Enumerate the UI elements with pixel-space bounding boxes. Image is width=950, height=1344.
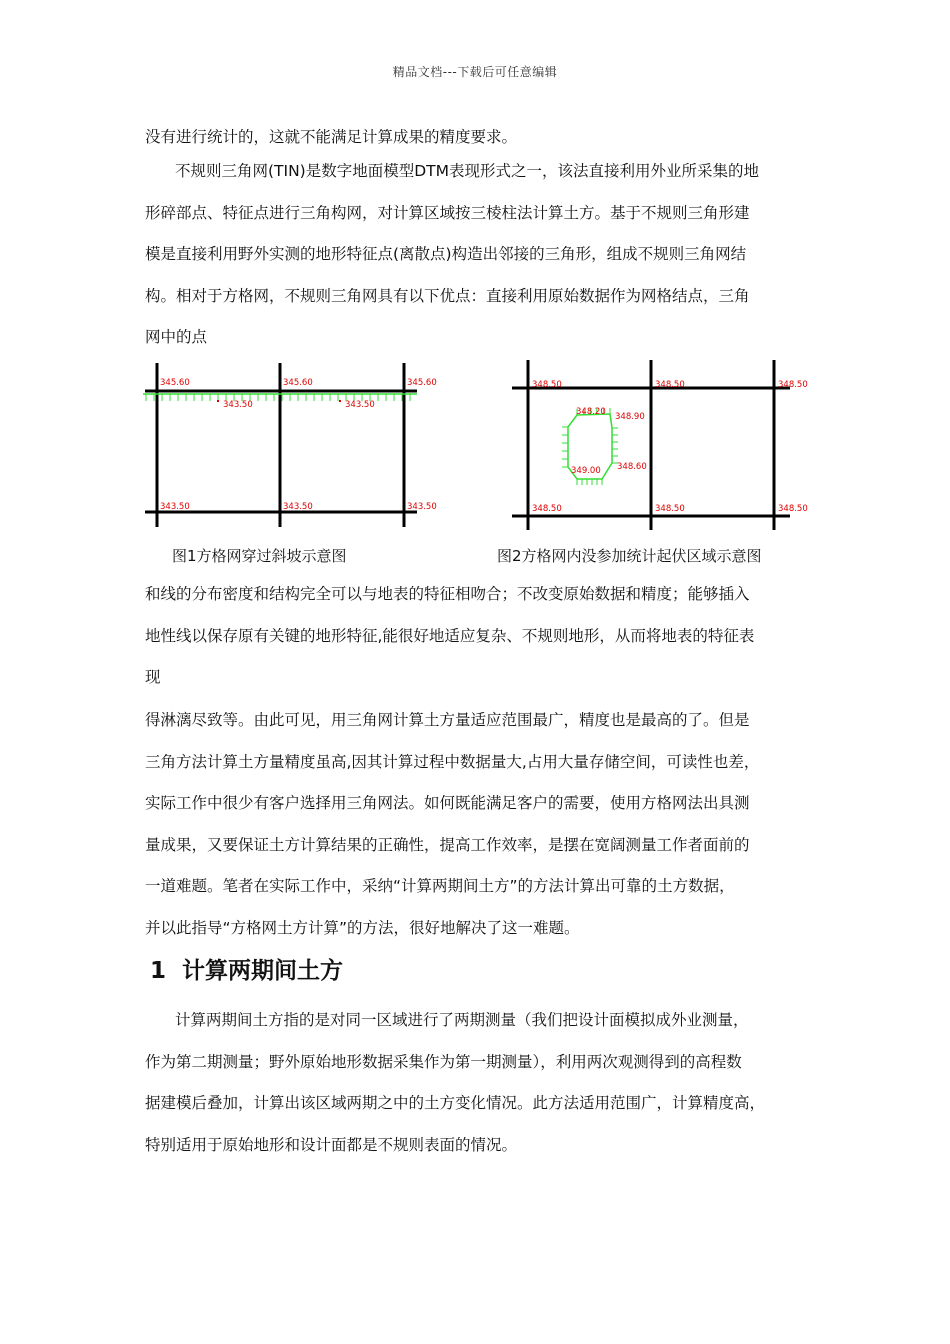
text-line: 得淋漓尽致等。由此可见，用三角网计算土方量适应范围最广，精度也是最高的了。但是: [145, 711, 750, 729]
survey-point: [217, 400, 219, 402]
elevation-label: 345.60: [283, 378, 313, 388]
text-line: 现: [145, 668, 161, 686]
elevation-label: 345.60: [407, 378, 437, 388]
paragraph-4: [145, 700, 810, 949]
text-line: 计算两期间土方指的是对同一区域进行了两期测量（我们把设计面模拟成外业测量，: [175, 1011, 749, 1029]
paragraph-3: [145, 574, 810, 699]
paragraph-5: [145, 1000, 810, 1166]
elevation-label: 343.50: [160, 502, 190, 512]
text-line: 模是直接利用野外实测的地形特征点(离散点)构造出邻接的三角形，组成不规则三角网结: [145, 245, 747, 263]
paragraph-2: [145, 151, 810, 359]
section-number: 1: [150, 958, 167, 984]
text-line: 一道难题。笔者在实际工作中，采纳“计算两期间土方”的方法计算出可靠的土方数据，: [145, 877, 735, 895]
elevation-label: 348.20: [576, 407, 606, 417]
elevation-label: 343.50: [345, 400, 375, 410]
figure-1-caption: 图1方格网穿过斜坡示意图: [172, 547, 347, 565]
text-line: 不规则三角网(TIN)是数字地面模型DTM表现形式之一，该法直接利用外业所采集的地: [175, 162, 760, 180]
elevation-label: 348.60: [617, 462, 647, 472]
elevation-label: 345.60: [160, 378, 190, 388]
text-line: 量成果，又要保证土方计算结果的正确性，提高工作效率，是摆在宽阔测量工作者面前的: [145, 835, 750, 854]
text-line: 没有进行统计的，这就不能满足计算成果的精度要求。: [145, 128, 518, 146]
elevation-label: 348.50: [532, 504, 562, 514]
text-line: 构。相对于方格网，不规则三角网具有以下优点：直接利用原始数据作为网格结点，三角: [145, 286, 750, 305]
figure-2-caption: 图2方格网内没参加统计起伏区域示意图: [497, 547, 762, 565]
section-heading: [150, 952, 343, 985]
figures-row: [140, 355, 810, 535]
text-line: 形碎部点、特征点进行三角构网，对计算区域按三棱柱法计算土方。基于不规则三角形建: [145, 203, 750, 222]
text-line: 地性线以保存原有关键的地形特征,能很好地适应复杂、不规则地形，从而将地表的特征表: [145, 626, 755, 645]
elevation-label: 349.00: [571, 466, 601, 476]
text-line: 和线的分布密度和结构完全可以与地表的特征相吻合；不改变原始数据和精度；能够插入: [145, 585, 750, 603]
text-line: 特别适用于原始地形和设计面都是不规则表面的情况。: [145, 1135, 518, 1154]
text-line: 据建模后叠加，计算出该区域两期之中的土方变化情况。此方法适用范围广，计算精度高，: [145, 1094, 766, 1112]
elevation-label: 343.50: [223, 400, 253, 410]
text-line: 并以此指导“方格网土方计算”的方法，很好地解决了这一难题。: [145, 918, 580, 937]
elevation-label: 348.50: [778, 504, 808, 514]
elevation-label: 348.50: [655, 504, 685, 514]
elevation-label: 348.50: [532, 380, 562, 390]
elevation-label: 348.90: [615, 412, 645, 422]
figure-1-diagram: [143, 363, 437, 527]
elevation-label: 348.50: [655, 380, 685, 390]
elevation-label: 343.50: [283, 502, 313, 512]
text-line: 作为第二期测量；野外原始地形数据采集作为第一期测量），利用两次观测得到的高程数: [145, 1052, 742, 1071]
section-title: 计算两期间土方: [182, 958, 344, 984]
elevation-label: 348.50: [778, 380, 808, 390]
text-line: 网中的点: [145, 328, 208, 346]
elevation-label: 343.50: [407, 502, 437, 512]
text-line: 三角方法计算土方量精度虽高,因其计算过程中数据量大,占用大量存储空间，可读性也差，: [145, 752, 760, 771]
survey-point: [339, 400, 341, 402]
figures-svg: [140, 355, 810, 535]
figure-2-diagram: [512, 360, 808, 530]
text-line: 实际工作中很少有客户选择用三角网法。如何既能满足客户的需要，使用方格网法出具测: [145, 794, 750, 812]
page-header: 精品文档---下载后可任意编辑: [392, 65, 558, 79]
